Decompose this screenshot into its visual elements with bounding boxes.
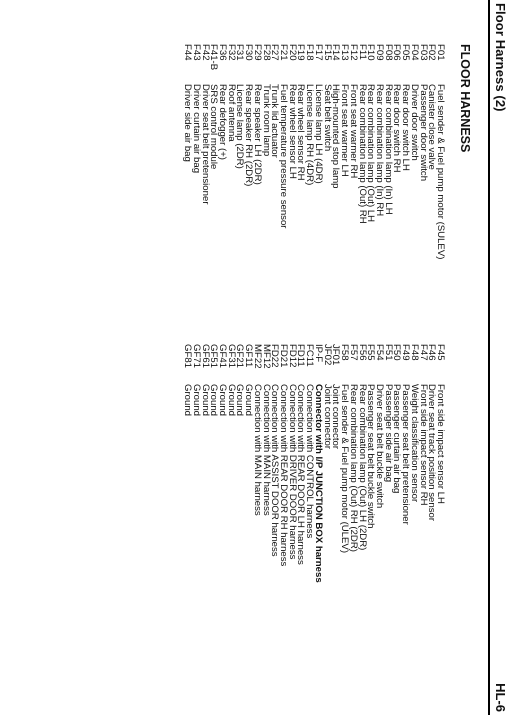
connector-description: License lamp (2DR) (234, 84, 246, 169)
connector-description: Front side impact sensor LH (435, 384, 446, 504)
connector-code: F05 (400, 44, 412, 61)
connector-description: Front seat warmer RH (347, 84, 359, 179)
connector-description: Rear combination lamp (In) LH (382, 84, 394, 215)
connector-code: JF01 (330, 344, 342, 366)
connector-description: Rear combination lamp (In) RH (373, 84, 385, 217)
connector-code: F06 (391, 44, 403, 61)
connector-description: Roof antenna (225, 84, 237, 142)
connector-code: GF41 (217, 344, 229, 368)
connector-description: License lamp RH (4DR) (304, 84, 316, 186)
connector-code: F57 (347, 344, 359, 361)
connector-description: Rear wheel sensor LH (286, 84, 298, 179)
connector-code: F43 (190, 44, 202, 61)
connector-list-right (182, 344, 444, 704)
connector-code: F49 (400, 344, 412, 361)
connector-list-left (182, 44, 444, 374)
connector-description: Passenger seat belt pretensioner (400, 384, 412, 525)
connector-description: Connector with I/P JUNCTION BOX harness (312, 384, 324, 583)
connector-description: Canister close valve (426, 84, 438, 170)
connector-code: F15 (321, 44, 333, 61)
connector-code: F56 (356, 344, 368, 361)
connector-code: MF12 (260, 344, 272, 369)
connector-code: F10 (365, 44, 377, 61)
connector-description: Connection with REAR DOOR LH harness (295, 384, 307, 565)
connector-code: F08 (382, 44, 394, 61)
connector-description: SRS control module (208, 84, 220, 170)
connector-description: Ground (217, 384, 229, 416)
connector-code: F41-B (208, 44, 220, 71)
connector-code: F50 (391, 344, 403, 361)
connector-description: Weight classification sensor (408, 384, 420, 503)
connector-code: JF02 (321, 344, 333, 366)
connector-code: F11 (356, 44, 368, 60)
connector-code: F21 (278, 44, 290, 61)
connector-code: F28 (260, 44, 272, 61)
connector-code: F29 (251, 44, 263, 61)
connector-code: GF71 (190, 344, 202, 368)
connector-code: GF31 (225, 344, 237, 368)
connector-description: Ground (243, 384, 255, 416)
connector-description: Rear door switch RH (391, 84, 403, 173)
connector-code: F55 (365, 344, 377, 361)
connector-description: Ground (190, 384, 202, 416)
connector-code: F32 (225, 44, 237, 61)
connector-code: GF61 (199, 344, 211, 368)
header-divider (488, 0, 490, 715)
connector-row (182, 344, 194, 704)
connector-code: F54 (373, 344, 385, 361)
connector-row (182, 44, 194, 374)
connector-description: Driver seat track position sensor (426, 384, 438, 522)
connector-code: FD22 (269, 344, 281, 368)
connector-code: GF81 (182, 344, 194, 368)
connector-code: F47 (417, 344, 429, 361)
connector-description: Connection with MAIN harness (251, 384, 263, 516)
page-header-title: Floor Harness (2) (493, 3, 508, 112)
connector-description: Joint connector (321, 384, 333, 450)
connector-description: Ground (208, 384, 220, 416)
connector-description: Driver side air bag (182, 84, 194, 162)
connector-description: Ground (182, 384, 194, 416)
connector-code: F27 (269, 44, 281, 61)
connector-code: F30 (243, 44, 255, 61)
connector-code: FD12 (286, 344, 298, 368)
connector-code: F13 (339, 44, 351, 61)
connector-description: Rear defogger (+) (217, 84, 229, 160)
connector-description: Rear combination lamp (Out) RH (356, 84, 368, 224)
connector-description: Passenger seat belt buckle switch (365, 384, 377, 529)
connector-code: FD11 (295, 344, 307, 367)
connector-description: Connection with REAR DOOR RH harness (278, 384, 290, 567)
connector-description: Rear door switch LH (400, 84, 412, 171)
connector-code: GF11 (243, 344, 255, 368)
connector-description: License lamp LH (4DR) (312, 84, 324, 184)
connector-code: FD21 (278, 344, 290, 368)
connector-code: F14 (330, 44, 342, 61)
connector-description: Ground (234, 384, 246, 416)
connector-description: Rear combination lamp (Out) LH (365, 84, 377, 223)
connector-code: F02 (426, 44, 438, 61)
connector-code: F36 (217, 44, 229, 61)
connector-description: Connection with MAIN harness (260, 384, 272, 516)
section-title: FLOOR HARNESS (458, 44, 472, 153)
connector-code: F45 (435, 344, 446, 361)
connector-description: Passenger curtain air bag (391, 384, 403, 494)
connector-description: Rear speaker RH (2DR) (243, 84, 255, 187)
connector-description: Trunk room lamp (260, 84, 272, 157)
connector-description: Joint connector (330, 384, 342, 450)
connector-description: Trunk lid actuator (269, 84, 281, 158)
connector-code: F48 (408, 344, 420, 361)
connector-code: F03 (417, 44, 429, 61)
connector-code: F44 (182, 44, 194, 61)
connector-description: Driver seat belt pretensioner (199, 84, 211, 205)
connector-code: F17 (312, 44, 324, 61)
connector-description: Front side impact sensor RH (417, 384, 429, 506)
connector-code: F01 (435, 44, 446, 61)
connector-description: High-mounted stop lamp (330, 84, 342, 189)
connector-code: GF21 (234, 344, 246, 368)
connector-description: Rear speaker LH (2DR) (251, 84, 263, 185)
connector-code: F04 (408, 44, 420, 61)
connector-code: F19 (295, 44, 307, 61)
connector-code: IP-F (312, 344, 324, 363)
connector-code: F46 (426, 344, 438, 361)
connector-code: F31 (234, 44, 246, 61)
connector-description: Seat belt switch (321, 84, 333, 152)
connector-code: F09 (373, 44, 385, 61)
connector-code: FC11 (304, 344, 316, 367)
connector-description: Front seat warmer LH (339, 84, 351, 177)
connector-description: Rear wheel sensor RH (295, 84, 307, 181)
connector-code: F20 (286, 44, 298, 61)
connector-description: Connection with ASSIST DOOR harness (269, 384, 281, 557)
connector-description: Rear combination lamp (Out) LH (2DR) (356, 384, 368, 551)
connector-description: Driver door switch (408, 84, 420, 161)
connector-code: MF22 (251, 344, 263, 369)
connector-code: F18 (304, 44, 316, 61)
connector-code: GF51 (208, 344, 220, 368)
connector-description: Driver seat belt buckle switch (373, 384, 385, 509)
connector-code: F12 (347, 44, 359, 61)
connector-description: Connection with DRIVER DOOR harness (286, 384, 298, 560)
connector-description: Rear combination lamp (Out) RH (2DR) (347, 384, 359, 552)
connector-description: Ground (199, 384, 211, 416)
connector-description: Connection with CONTROL harness (304, 384, 316, 539)
connector-description: Ground (225, 384, 237, 416)
connector-description: Driver curtain air bag (190, 84, 202, 174)
connector-description: Passenger side air bag (382, 384, 394, 483)
connector-description: Fuel temperature pressure sensor (278, 84, 290, 229)
page-number: HL-6 (493, 683, 508, 712)
connector-code: F42 (199, 44, 211, 61)
connector-code: F51 (382, 344, 394, 361)
connector-description: Passenger door switch (417, 84, 429, 182)
connector-description: Fuel sender & Fuel pump motor (ULEV) (339, 384, 351, 554)
connector-code: F58 (339, 344, 351, 361)
connector-description: Fuel sender & Fuel pump motor (SULEV) (435, 84, 446, 260)
